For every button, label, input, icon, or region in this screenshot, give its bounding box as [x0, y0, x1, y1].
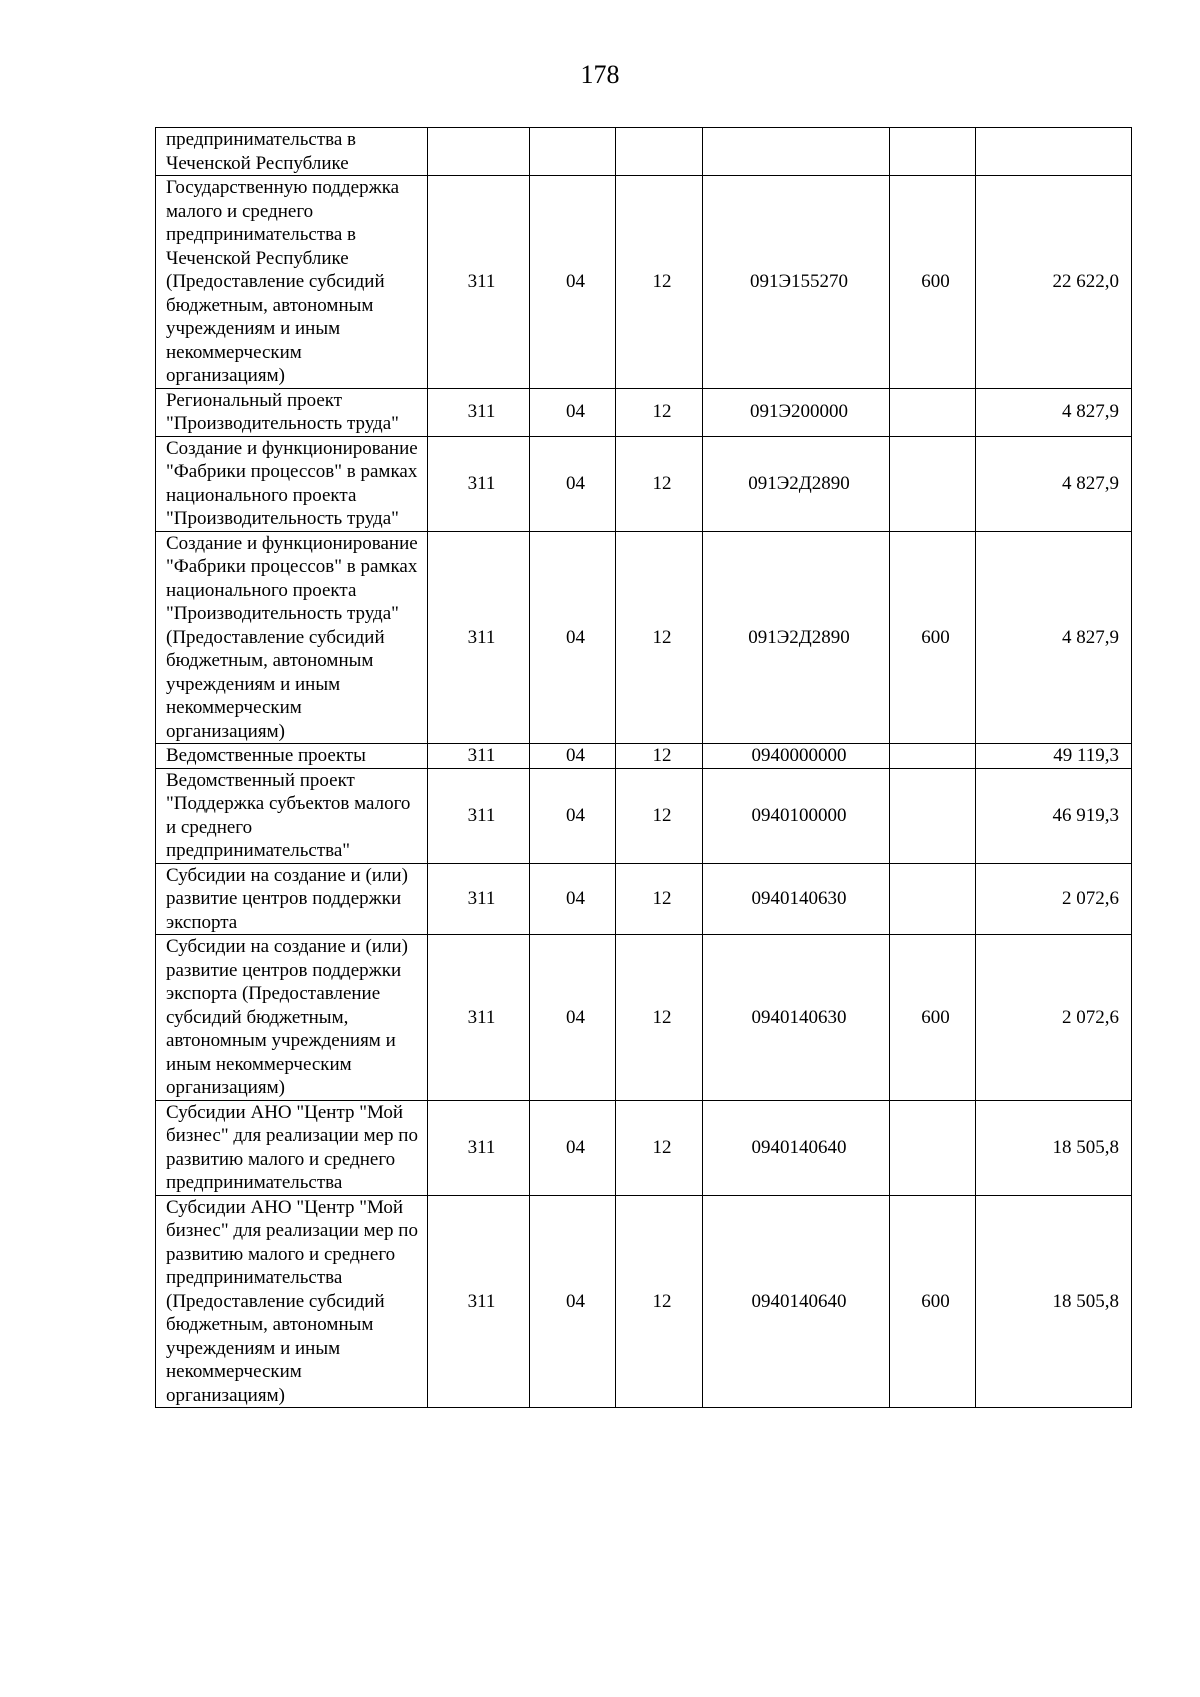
budget-table	[155, 127, 1132, 1408]
target-article-cell: 091Э2Д2890	[703, 531, 890, 744]
item-name-cell: Субсидии АНО "Центр "Мой бизнес" для реализации мер по развитию малого и среднего предпринимательства	[156, 1100, 428, 1195]
section-code-cell: 04	[530, 744, 616, 769]
subsection-code-cell: 12	[616, 436, 703, 531]
section-code-cell: 04	[530, 1100, 616, 1195]
expense-type-cell	[890, 768, 976, 863]
admin-code-cell: 311	[428, 436, 530, 531]
section-code-cell: 04	[530, 531, 616, 744]
item-name-cell: Ведомственный проект "Поддержка субъектов малого и среднего предпринимательства"	[156, 768, 428, 863]
admin-code-cell: 311	[428, 176, 530, 389]
table-row	[156, 768, 1132, 863]
amount-cell: 49 119,3	[976, 744, 1132, 769]
expense-type-cell	[890, 744, 976, 769]
subsection-code-cell: 12	[616, 935, 703, 1101]
table-row	[156, 935, 1132, 1101]
expense-type-cell	[890, 863, 976, 935]
table-row	[156, 128, 1132, 176]
expense-type-cell: 600	[890, 935, 976, 1101]
amount-cell: 18 505,8	[976, 1100, 1132, 1195]
table-row	[156, 436, 1132, 531]
expense-type-cell	[890, 1100, 976, 1195]
section-code-cell: 04	[530, 863, 616, 935]
amount-cell: 4 827,9	[976, 531, 1132, 744]
subsection-code-cell: 12	[616, 744, 703, 769]
section-code-cell: 04	[530, 768, 616, 863]
admin-code-cell: 311	[428, 744, 530, 769]
table-row	[156, 744, 1132, 769]
expense-type-cell: 600	[890, 531, 976, 744]
amount-cell: 2 072,6	[976, 935, 1132, 1101]
table-row	[156, 176, 1132, 389]
subsection-code-cell: 12	[616, 1195, 703, 1408]
target-article-cell: 0940140640	[703, 1100, 890, 1195]
amount-cell: 22 622,0	[976, 176, 1132, 389]
amount-cell: 46 919,3	[976, 768, 1132, 863]
item-name-cell: Ведомственные проекты	[156, 744, 428, 769]
subsection-code-cell: 12	[616, 863, 703, 935]
admin-code-cell: 311	[428, 935, 530, 1101]
expense-type-cell	[890, 436, 976, 531]
admin-code-cell: 311	[428, 768, 530, 863]
section-code-cell: 04	[530, 388, 616, 436]
section-code-cell: 04	[530, 176, 616, 389]
table-row	[156, 863, 1132, 935]
item-name-cell: Субсидии АНО "Центр "Мой бизнес" для реализации мер по развитию малого и среднего предпринимательства (Предоставление субсидий бюджетным, автономным учреждениям и иным некоммерческим организациям)	[156, 1195, 428, 1408]
admin-code-cell: 311	[428, 1100, 530, 1195]
subsection-code-cell: 12	[616, 1100, 703, 1195]
target-article-cell: 0940100000	[703, 768, 890, 863]
amount-cell	[976, 128, 1132, 176]
admin-code-cell	[428, 128, 530, 176]
item-name-cell: Создание и функционирование "Фабрики процессов" в рамках национального проекта "Производительность труда"	[156, 436, 428, 531]
target-article-cell: 0940140640	[703, 1195, 890, 1408]
table-row	[156, 1195, 1132, 1408]
target-article-cell: 091Э200000	[703, 388, 890, 436]
item-name-cell: Субсидии на создание и (или) развитие центров поддержки экспорта (Предоставление субсидий бюджетным, автономным учреждениям и иным некоммерческим организациям)	[156, 935, 428, 1101]
item-name-cell: Региональный проект "Производительность труда"	[156, 388, 428, 436]
item-name-cell: Субсидии на создание и (или) развитие центров поддержки экспорта	[156, 863, 428, 935]
subsection-code-cell: 12	[616, 388, 703, 436]
amount-cell: 4 827,9	[976, 388, 1132, 436]
item-name-cell: Создание и функционирование "Фабрики процессов" в рамках национального проекта "Производительность труда" (Предоставление субсидий бюджетным, автономным учреждениям и иным некоммерческим организациям)	[156, 531, 428, 744]
target-article-cell: 0940140630	[703, 935, 890, 1101]
budget-table-body	[156, 128, 1132, 1408]
section-code-cell: 04	[530, 1195, 616, 1408]
section-code-cell	[530, 128, 616, 176]
expense-type-cell	[890, 128, 976, 176]
subsection-code-cell	[616, 128, 703, 176]
expense-type-cell: 600	[890, 1195, 976, 1408]
target-article-cell: 0940140630	[703, 863, 890, 935]
subsection-code-cell: 12	[616, 176, 703, 389]
admin-code-cell: 311	[428, 863, 530, 935]
target-article-cell: 091Э155270	[703, 176, 890, 389]
table-row	[156, 1100, 1132, 1195]
item-name-cell: Государственную поддержка малого и среднего предпринимательства в Чеченской Республике (Предоставление субсидий бюджетным, автономным учреждениям и иным некоммерческим организациям)	[156, 176, 428, 389]
target-article-cell	[703, 128, 890, 176]
section-code-cell: 04	[530, 935, 616, 1101]
expense-type-cell	[890, 388, 976, 436]
amount-cell: 2 072,6	[976, 863, 1132, 935]
table-row	[156, 388, 1132, 436]
amount-cell: 18 505,8	[976, 1195, 1132, 1408]
page-number: 178	[580, 60, 620, 89]
target-article-cell: 091Э2Д2890	[703, 436, 890, 531]
expense-type-cell: 600	[890, 176, 976, 389]
section-code-cell: 04	[530, 436, 616, 531]
admin-code-cell: 311	[428, 1195, 530, 1408]
admin-code-cell: 311	[428, 388, 530, 436]
amount-cell: 4 827,9	[976, 436, 1132, 531]
table-row	[156, 531, 1132, 744]
target-article-cell: 0940000000	[703, 744, 890, 769]
subsection-code-cell: 12	[616, 768, 703, 863]
item-name-cell: предпринимательства в Чеченской Республике	[156, 128, 428, 176]
subsection-code-cell: 12	[616, 531, 703, 744]
admin-code-cell: 311	[428, 531, 530, 744]
